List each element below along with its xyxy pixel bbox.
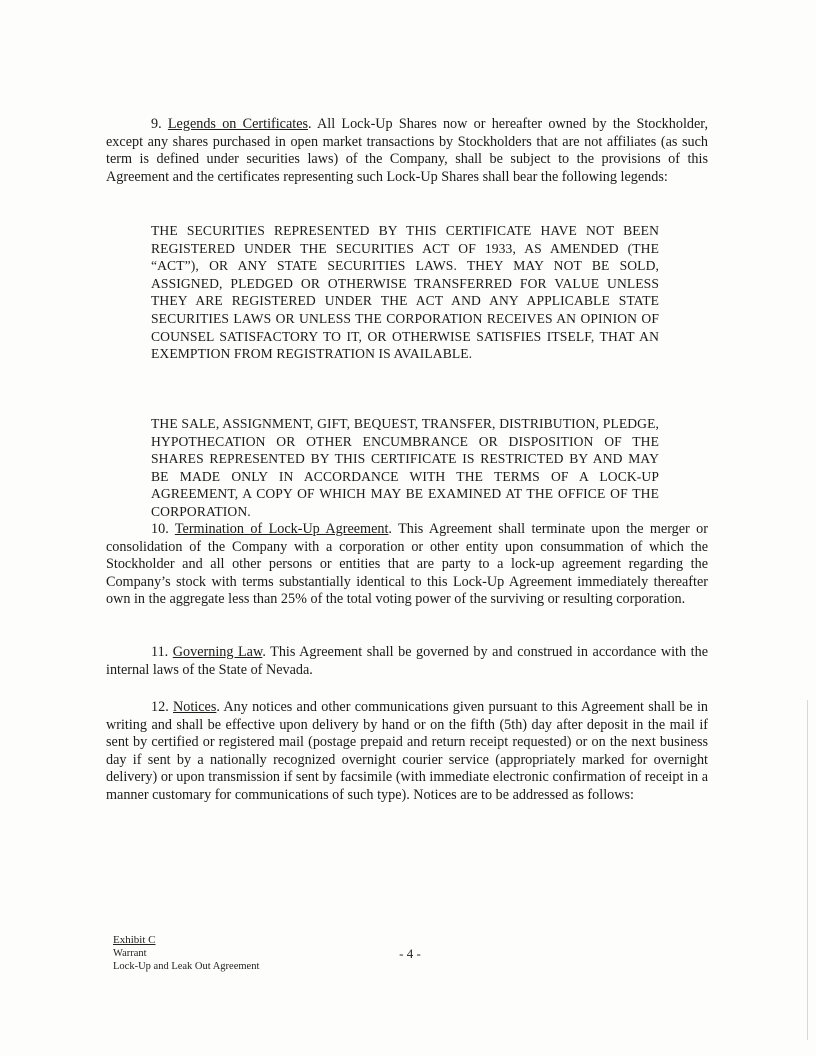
section-10-heading: Termination of Lock-Up Agreement <box>174 521 389 537</box>
certificate-legend-2: THE SALE, ASSIGNMENT, GIFT, BEQUEST, TRANSFER, DISTRIBUTION, PLEDGE, HYPOTHECATION OR OTHER ENCUMBRANCE OR DISPOSITION OF THE SHARES REPRESENTED BY THIS CERTIFICATE IS RESTRICTED BY AND MAY BE MADE ONLY IN ACCORDANCE WITH THE TERMS OF A LOCK-UP AGREEMENT, A COPY OF WHICH MAY BE EXAMINED AT THE OFFICE OF THE CORPORATION. <box>151 416 659 519</box>
scan-edge-line <box>807 700 808 1040</box>
section-10-number: 10. <box>151 521 175 537</box>
section-10-paragraph <box>106 521 708 609</box>
section-9-body: . All Lock-Up Shares now or hereafter owned by the Stockholder, except any shares purchased in open market transactions by Stockholders that are not affiliates (as such term is defined under securities laws) of the Company, shall be subject to the provisions of this Agreement and the certificates representing such Lock-Up Shares shall bear the following legends: <box>106 116 708 185</box>
section-9-heading: Legends on Certificates <box>167 116 309 132</box>
section-11-paragraph <box>106 644 708 679</box>
section-9-number: 9. <box>151 116 168 132</box>
footer-document-label <box>113 934 259 973</box>
certificate-legend-1: THE SECURITIES REPRESENTED BY THIS CERTIFICATE HAVE NOT BEEN REGISTERED UNDER THE SECURITIES ACT OF 1933, AS AMENDED (THE “ACT”), OR ANY STATE SECURITIES LAWS. THEY MAY NOT BE SOLD, ASSIGNED, PLEDGED OR OTHERWISE TRANSFERRED FOR VALUE UNLESS THEY ARE REGISTERED UNDER THE ACT AND ANY APPLICABLE STATE SECURITIES LAWS OR UNLESS THE CORPORATION RECEIVES AN OPINION OF COUNSEL SATISFACTORY TO IT, OR OTHERWISE SATISFIES ITSELF, THAT AN EXEMPTION FROM REGISTRATION IS AVAILABLE. <box>151 223 659 362</box>
footer-warrant: Warrant <box>113 948 147 959</box>
section-11-body: . This Agreement shall be governed by and construed in accordance with the internal laws of the State of Nevada. <box>106 644 708 678</box>
section-11-heading: Governing Law <box>172 644 263 660</box>
footer-agreement-title: Lock-Up and Leak Out Agreement <box>113 961 260 972</box>
section-12-paragraph <box>106 699 708 805</box>
section-9-paragraph <box>106 116 708 186</box>
section-12-body: . Any notices and other communications given pursuant to this Agreement shall be in writing and shall be effective upon delivery by hand or on the fifth (5th) day after deposit in the mail if sent by certified or registered mail (postage prepaid and return receipt requested) or on the next business day if sent by a nationally recognized overnight courier service (appropriately marked for overnight delivery) or upon transmission if sent by facsimile (with immediate electronic confirmation of receipt in a manner customary for communications of such type). Notices are to be addressed as follows: <box>106 699 709 803</box>
page-number: - 4 - <box>399 946 421 961</box>
section-12-number: 12. <box>151 699 174 715</box>
section-12-heading: Notices <box>173 699 217 715</box>
section-11-number: 11. <box>151 644 173 660</box>
section-10-body: . This Agreement shall terminate upon the merger or consolidation of the Company with a corporation or other entity upon consummation of which the Stockholder and all other persons or entities that are party to a lock-up agreement regarding the Company’s stock with terms substantially identical to this Lock-Up Agreement immediately thereafter own in the aggregate less than 25% of the total voting power of the surviving or resulting corporation. <box>106 521 708 608</box>
footer-exhibit: Exhibit C <box>113 934 156 946</box>
